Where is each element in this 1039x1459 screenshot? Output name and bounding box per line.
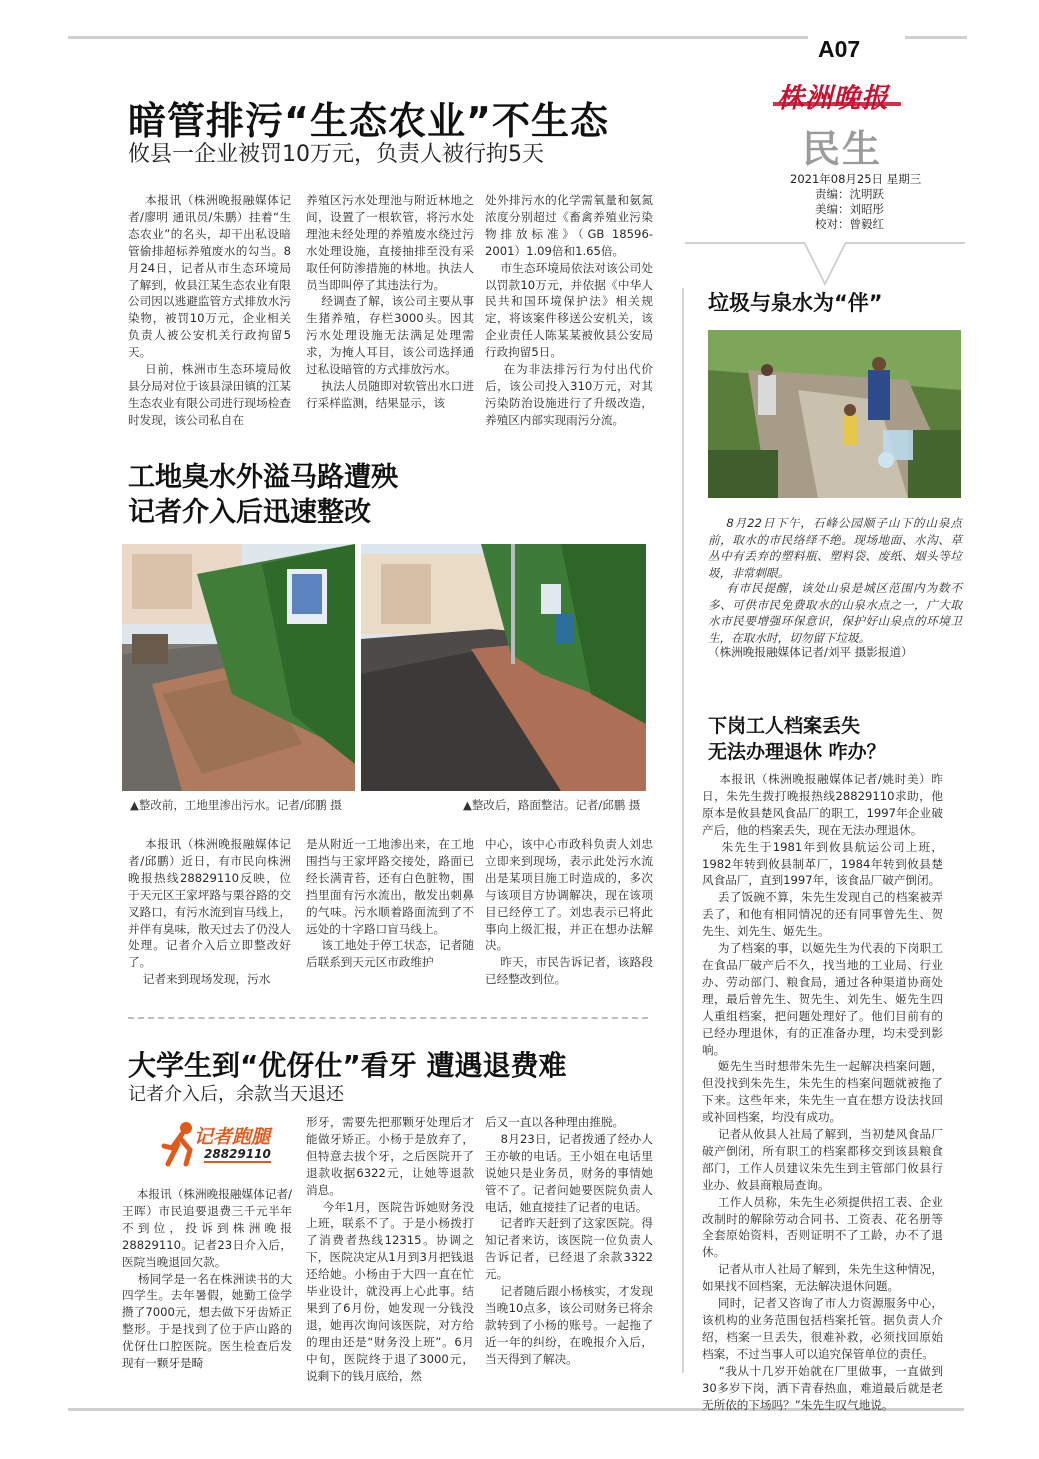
story1-title: 暗管排污“生态农业”不生态 xyxy=(128,99,609,143)
caption-before: ▲整改前，工地里渗出污水。记者/邱鹏 摄 xyxy=(130,798,342,812)
logo-number: 28829110 xyxy=(204,1147,271,1161)
top-rule xyxy=(68,36,808,39)
story3-subtitle: 记者介入后，余款当天退还 xyxy=(128,1084,344,1105)
story1-subtitle: 攸县一企业被罚10万元，负责人被行拘5天 xyxy=(128,142,544,167)
story1-col2: 养殖区污水处理池与附近林地之间，设置了一根软管，将污水处理池未经处理的养殖废水绕过污水处理设施，直接抽排至没有采取任何防渗措施的林地。执法人员当即叫停了其违法行为。 经调查了解，该公司主要从事生猪养殖，存栏3000头。因其污水处理设施无法满足处理需求，为掩人耳目，该公司选择通过私设暗管的方式排放污水。 执法人员随即对软管出水口进行采样监测，结果显示，该 xyxy=(306,193,474,410)
photo-spring-image xyxy=(708,330,961,498)
story5-title-line2: 无法办理退休 咋办？ xyxy=(708,741,886,763)
story-divider xyxy=(128,1017,648,1019)
paper-name: 株洲晚报 xyxy=(777,83,889,114)
designer: 美编：刘昭彤 xyxy=(815,202,884,216)
story3-col3: 后又一直以各种理由推脱。 8月23日，记者拨通了经办人王亦敏的电话。王小姐在电话里说她只是业务员，财务的事情她管不了。记者问她要医院负责人电话，她直接挂了记者的电话。 记者昨天赶到了这家医院。得知记者来访，该医院一位负责人告诉记者，已经退了余款3322元。 记者随后跟小杨核实，才发现当晚10点多，该公司财务已将余款转到了小杨的账号。一起拖了近一年的纠纷，在晚报介入后，当天得到了解决。 xyxy=(485,1115,653,1366)
logo-text: 记者跑腿 xyxy=(194,1126,271,1148)
story3-title: 大学生到“优伢仕”看牙 遭遇退费难 xyxy=(128,1049,567,1082)
story2-col2: 是从附近一工地渗出来，在工地围挡与王家坪路交接处，路面已经长满青苔，还有白色脏物，围挡里面有污水流出，散发出刺鼻的气味。污水顺着路面流到了不远处的十字路口盲马线上。 该工地处于停工状态，记者随后联系到天元区市政维护 xyxy=(306,837,474,970)
story3-col1: 本报讯（株洲晚报融媒体记者/王晖）市民追要退费三千元半年不到位，投诉到株洲晚报28829110。记者23日介入后，医院当晚退回欠款。 杨同学是一名在株洲读书的大四学生。去年暑假，她勤工俭学攒了7000元，想去做下牙齿矫正整形。于是找到了位于庐山路的优伢仕口腔医院。医生检查后发现有一颗牙是畸 xyxy=(122,1187,292,1371)
reporter-errand-logo xyxy=(160,1120,290,1170)
photo-after xyxy=(361,544,646,791)
page-number: A07 xyxy=(818,36,861,62)
masthead-divider xyxy=(685,232,965,292)
photo-after-image xyxy=(361,544,646,791)
column-rule xyxy=(682,288,684,1373)
story5-text: 本报讯（株洲晚报融媒体记者/姚时美）昨日，朱先生拨打晚报热线28829110求助，他原本是攸县楚风食品厂的职工，1997年企业破产后，他的档案丢失，现在无法办理退休。 朱先生于1981年到攸县航运公司上班，1982年转到攸县制革厂，1984年转到攸县楚风食品厂，直到1997年，该食品厂破产倒闭。 丢了饭碗不算，朱先生发现自己的档案被弄丢了，和他有相同情况的还有同事曾先生、贺先生、刘先生、姬先生。 为了档案的事，以姬先生为代表的下岗职工在食品厂破产后不久，找当地的工业局、行业办、劳动部门、粮食局，通过各种渠道协商处理，最后曾先生、贺先生、刘先生、姬先生四人重组档案，把问题处理好了。他们目前有的已经办理退休，有的正准备办理，均未受到影响。 姬先生当时想带朱先生一起解决档案问题，但没找到朱先生，朱先生的档案问题就被拖了下来。这些年来，朱先生一直在想方设法找回或补回档案，均没有成功。 记者从攸县人社局了解到，当初楚风食品厂破产倒闭，所有职工的档案都移交到该县粮食部门，工作人员建议朱先生到主管部门攸县行业办、攸县商粮局查询。 工作人员称，朱先生必须提供招工表、企业改制时的解除劳动合同书、工资表、花名册等全套原始资料，否则证明不了工龄，办不了退休。 记者从市人社局了解到，朱先生这种情况，如果找不回档案，无法解决退休问题。 同时，记者又咨询了市人力资源服务中心，该机构的业务范围包括档案托管。据负责人介绍，档案一旦丢失，很难补救，必须找回原始档案，不过当事人可以追究保管单位的责任。 “我从十几岁开始就在厂里做事，一直做到30多岁下岗，洒下青春热血，难道最后就是老无所依的下场吗？”朱先生叹气地说。 xyxy=(702,772,943,1412)
section-name: 民生 xyxy=(802,127,883,171)
paper-logo xyxy=(773,80,903,114)
story1-col1: 本报讯（株洲晚报融媒体记者/廖明 通讯员/朱鹏）挂着“生态农业”的名头，却干出私设暗管偷排超标养殖废水的勾当。8月24日，记者从市生态环境局了解到，攸县江某生态农业有限公司因以逃避监管方式排放水污染物，被罚10万元，企业相关负责人被公安机关行政拘留5天。 日前，株洲市生态环境局攸县分局对位于该县渌田镇的江某生态农业有限公司进行现场检查时发现，该公司私自在 xyxy=(128,193,291,427)
story2-title-line2: 记者介入后迅速整改 xyxy=(128,497,371,528)
story3-col2: 形牙，需要先把那颗牙处理后才能做牙矫正。小杨于是放弃了，但特意去拔个牙，之后医院开了退款收据6322元，让她等退款消息。 今年1月，医院告诉她财务没上班，联系不了。于是小杨拨打了消费者热线12315。协调之下，医院决定从1月到3月把钱退还给她。小杨由于大四一直在忙毕业设计，就没再上心此事。结果到了6月份，她发现一分钱没退，她再次询问该医院，对方给的理由还是“财务没上班”。6月中旬，医院终于退了3000元，说剩下的钱月底给，然 xyxy=(306,1115,474,1383)
story2-title-line1: 工地臭水外溢马路遭殃 xyxy=(128,462,398,493)
story4-title: 垃圾与泉水为“伴” xyxy=(708,291,883,315)
photo-before xyxy=(122,544,355,791)
top-rule-right xyxy=(905,36,967,39)
editor: 责编：沈明跃 xyxy=(815,187,884,201)
story1-col3: 处外排污水的化学需氧量和氨氮浓度分别超过《畜禽养殖业污染物排放标准》（GB 18596-2001）1.09倍和1.65倍。 市生态环境局依法对该公司处以罚款10万元，并依据《中华人民共和国环境保护法》相关规定，将该案件移送公安机关，该企业责任人陈某某被攸县公安局行政拘留5日。 在为非法排污行为付出代价后，该公司投入310万元，对其污染防治设施进行了升级改造，养殖区内部实现雨污分流。 xyxy=(485,193,653,427)
caption-after: ▲整改后，路面整洁。记者/邱鹏 摄 xyxy=(463,798,641,812)
proofreader: 校对：曾毅红 xyxy=(815,217,884,231)
story4-caption-p2: 有市民提醒，该处山泉是城区范围内为数不多、可供市民免费取水的山泉水点之一，广大取水市民要增强环保意识，保护好山泉点的环境卫生，在取水时，切勿留下垃圾。 xyxy=(708,581,962,645)
story4-caption-credit: （株洲晚报融媒体记者/刘平 摄影报道） xyxy=(708,645,913,659)
photo-spring xyxy=(708,330,961,498)
story5-title-line1: 下岗工人档案丢失 xyxy=(708,715,861,737)
photo-before-image xyxy=(122,544,355,791)
story2-col1: 本报讯（株洲晚报融媒体记者/邱鹏）近日，有市民向株洲晚报热线28829110反映，位于天元区王家坪路与栗谷路的交叉路口，有污水流到盲马线上，并伴有臭味，散天过去了仍没人处理。记者介入后立即整改好了。 记者来到现场发现，污水 xyxy=(128,837,291,987)
story4-caption-p1: 8月22日下午，石峰公园顺子山下的山泉点前，取水的市民络绎不绝。现场地面、水沟、草丛中有丢弃的塑料瓶、塑料袋、废纸、烟头等垃圾，非常刺眼。 xyxy=(708,516,962,580)
pub-date: 2021年08月25日 星期三 xyxy=(790,172,922,186)
story2-col3: 中心，该中心市政科负责人刘忠立即来到现场，表示此处污水流出是某项目施工时造成的，多次与该项目方协调解决，现在该项目已经停工了。刘忠表示已将此事向上级汇报，并正在想办法解决。 昨天，市民告诉记者，该路段已经整改到位。 xyxy=(485,837,653,987)
